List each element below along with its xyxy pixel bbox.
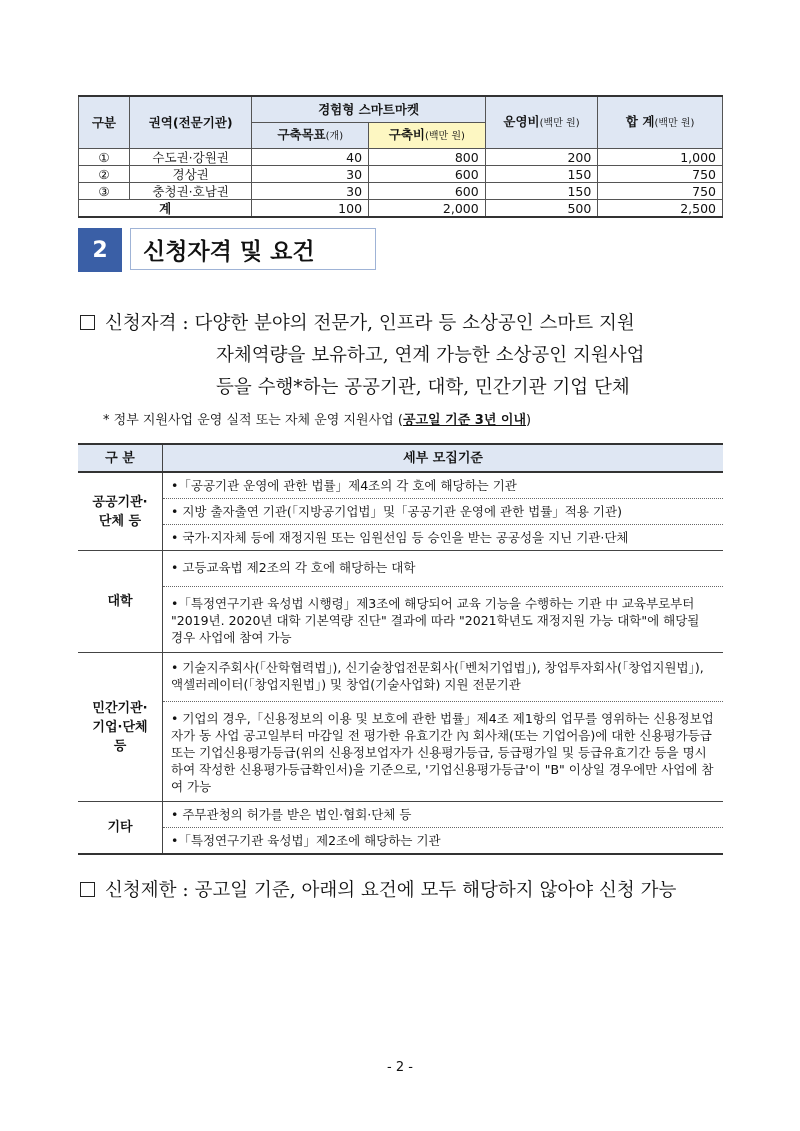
footnote: * 정부 지원사업 운영 실적 또는 자체 운영 지원사업 (공고일 기준 3년 이내) xyxy=(103,413,532,428)
col-header-category: 구 분 xyxy=(78,444,163,472)
table-row: ① 수도권·강원권 40 800 200 1,000 xyxy=(79,149,723,166)
col-header-no: 구분 xyxy=(79,96,130,149)
col-header-total: 합 계(백만 원) xyxy=(598,96,723,149)
table-row: ② 경상권 30 600 150 750 xyxy=(79,166,723,183)
list-item: • 주무관청의 허가를 받은 법인·협회·단체 등 xyxy=(163,802,724,828)
restriction-line: 신청제한 : 공고일 기준, 아래의 요건에 모두 해당하지 않아야 신청 가능 xyxy=(80,876,676,902)
list-item: • 기술지주회사(「산학협력법」), 신기술창업전문회사(「벤처기업법」), 창업투자회사(「창업지원법」), 액셀러레이터(「창업지원법」) 및 창업(기술사업화) 지원 전문기관 xyxy=(163,653,724,702)
checkbox-square-icon xyxy=(80,315,95,330)
section-header xyxy=(78,228,378,272)
page-number: - 2 - xyxy=(387,1060,413,1075)
total-row: 계 100 2,000 500 2,500 xyxy=(79,200,723,218)
list-item: •「특정연구기관 육성법」제2조에 해당하는 기관 xyxy=(163,828,724,855)
col-header-ops: 운영비(백만 원) xyxy=(485,96,598,149)
list-item: •「공공기관 운영에 관한 법률」제4조의 각 호에 해당하는 기관 xyxy=(163,472,724,499)
qualification-line-2: 자체역량을 보유하고, 연계 가능한 소상공인 지원사업 xyxy=(216,345,645,366)
list-item: •「특정연구기관 육성법 시행령」제3조에 해당되어 교육 기능을 수행하는 기관 中 교육부로부터 "2019년. 2020년 대학 기본역량 진단" 결과에 따라 "2021학년도 재정지원 가능 대학"에 해당될 경우 사업에 참여 가능 xyxy=(163,587,724,653)
qualification-line-1: 신청자격 : 다양한 분야의 전문가, 인프라 등 소상공인 스마트 지원 xyxy=(80,309,635,335)
section-number: 2 xyxy=(78,228,122,272)
section-title: 신청자격 및 요건 xyxy=(130,228,376,270)
criteria-table xyxy=(78,443,723,855)
list-item: • 국가·지자체 등에 재정지원 또는 임원선임 등 승인을 받는 공공성을 지닌 기관·단체 xyxy=(163,525,724,551)
col-header-experience: 경험형 스마트마켓 xyxy=(252,96,485,123)
list-item: • 기업의 경우,「신용정보의 이용 및 보호에 관한 법률」제4조 제1항의 업무를 영위하는 신용정보업자가 동 사업 공고일부터 마감일 전 평가한 유효기간 內 회사채(또는 기업어음)에 대한 신용평가등급 또는 기업신용평가등급(위의 신용정보업자가 신용평가등급, 등급평가일 및 등급유효기간 등을 명시하여 작성한 신용평가등급확인서)을 기준으로, '기업신용평가등급'이 "B" 이상일 경우에만 사업에 참여 가능 xyxy=(163,702,724,802)
checkbox-square-icon xyxy=(80,882,95,897)
col-header-cost: 구축비(백만 원) xyxy=(369,123,486,149)
list-item: • 고등교육법 제2조의 각 호에 해당하는 대학 xyxy=(163,551,724,587)
col-header-target: 구축목표(개) xyxy=(252,123,369,149)
category-other: 기타 xyxy=(78,802,163,855)
category-public: 공공기관· 단체 등 xyxy=(78,472,163,551)
col-header-region: 권역(전문기관) xyxy=(129,96,252,149)
col-header-detail: 세부 모집기준 xyxy=(163,444,724,472)
list-item: • 지방 출자출연 기관(「지방공기업법」및「공공기관 운영에 관한 법률」적용 기관) xyxy=(163,499,724,525)
budget-table xyxy=(78,95,723,218)
qualification-line-3: 등을 수행*하는 공공기관, 대학, 민간기관 기업 단체 xyxy=(216,377,630,398)
table-row: ③ 충청권·호남권 30 600 150 750 xyxy=(79,183,723,200)
category-university: 대학 xyxy=(78,551,163,653)
category-private: 민간기관· 기업·단체 등 xyxy=(78,653,163,802)
